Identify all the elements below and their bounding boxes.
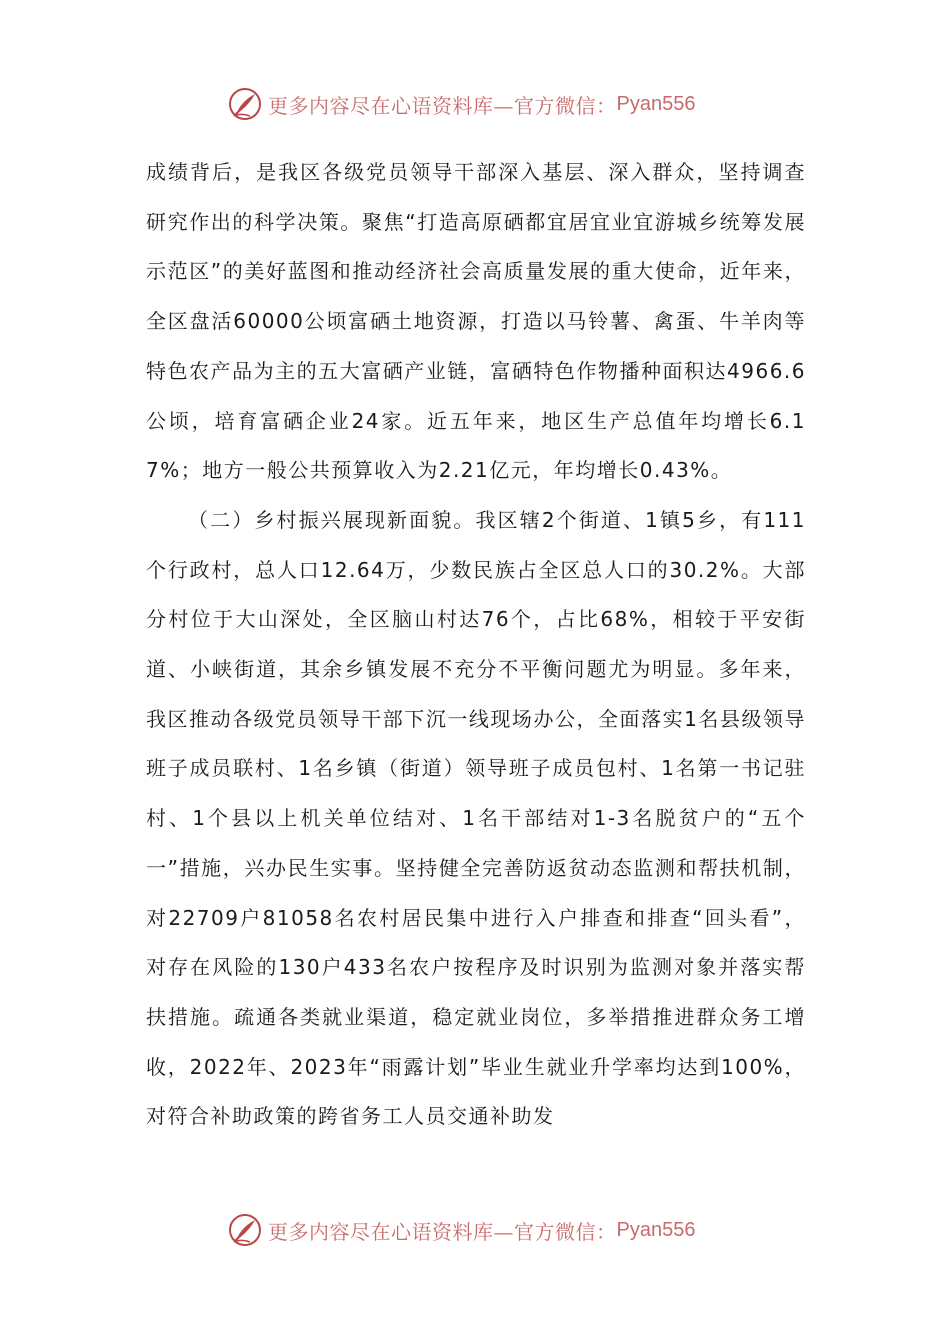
document-body — [146, 148, 806, 1142]
header-watermark — [228, 84, 695, 124]
paragraph-achievements: 成绩背后，是我区各级党员领导干部深入基层、深入群众，坚持调查研究作出的科学决策。聚焦“打造高原硒都宜居宜业宜游城乡统筹发展示范区”的美好蓝图和推动经济社会高质量发展的重大使命，近年来，全区盘活60000公顷富硒土地资源，打造以马铃薯、禽蛋、牛羊肉等特色农产品为主的五大富硒产业链，富硒特色作物播种面积达4966.6公顷，培育富硒企业24家。近五年来，地区生产总值年均增长6.17%；地方一般公共预算收入为2.21亿元，年均增长0.43%。 — [146, 160, 806, 483]
watermark-text: 更多内容尽在心语资料库—官方微信： — [268, 93, 617, 118]
paragraph-rural-revitalization: （二）乡村振兴展现新面貌。我区辖2个街道、1镇5乡，有111个行政村，总人口12.64万，少数民族占全区总人口的30.2%。大部分村位于大山深处，全区脑山村达76个，占比68%，相较于平安街道、小峡街道，其余乡镇发展不充分不平衡问题尤为明显。多年来，我区推动各级党员领导干部下沉一线现场办公，全面落实1名县级领导班子成员联村、1名乡镇（街道）领导班子成员包村、1名第一书记驻村、1个县以上机关单位结对、1名干部结对1-3名脱贫户的“五个一”措施，兴办民生实事。坚持健全完善防返贫动态监测和帮扶机制，对22709户81058名农村居民集中进行入户排查和排查“回头看”，对存在风险的130户433名农户按程序及时识别为监测对象并落实帮扶措施。疏通各类就业渠道，稳定就业岗位，多举措推进群众务工增收，2022年、2023年“雨露计划”毕业生就业升学率均达到100%，对符合补助政策的跨省务工人员交通补助发 — [146, 507, 806, 1129]
footer-watermark — [228, 1210, 695, 1250]
quill-pen-logo-icon — [228, 1213, 262, 1247]
watermark-wechat-id: Pyan556 — [616, 92, 696, 115]
watermark-wechat-id: Pyan556 — [616, 1218, 696, 1241]
watermark-text: 更多内容尽在心语资料库—官方微信： — [268, 1219, 617, 1244]
quill-pen-logo-icon — [228, 87, 262, 121]
